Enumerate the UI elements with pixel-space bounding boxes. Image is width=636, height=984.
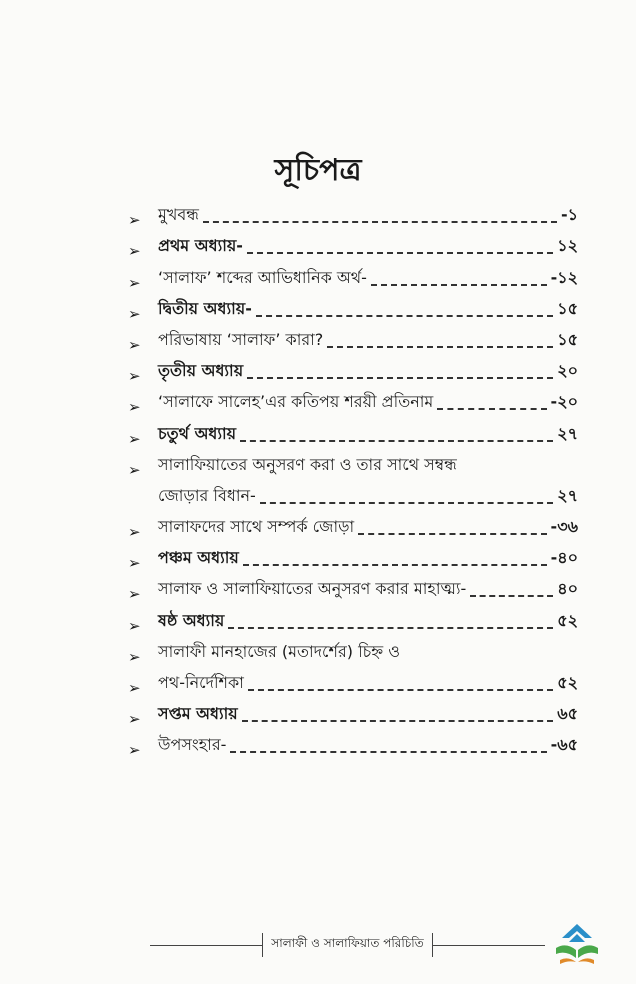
toc-page-number: ১৫ xyxy=(557,329,578,349)
dot-leader xyxy=(248,689,553,691)
toc-row[interactable] xyxy=(128,416,578,447)
dot-leader xyxy=(247,252,553,254)
toc-label: তৃতীয় অধ্যায় xyxy=(158,361,244,381)
toc-page-number: ১৫ xyxy=(557,298,578,318)
toc-row[interactable] xyxy=(128,354,578,385)
toc-page-number: ২৭ xyxy=(557,423,578,443)
toc-label: মুখবন্ধ xyxy=(158,205,199,225)
dot-leader xyxy=(228,627,553,629)
publisher-logo-icon xyxy=(552,918,602,968)
footer-rule-left xyxy=(150,945,262,946)
arrow-bullet-icon: ➢ xyxy=(128,429,141,448)
footer-rule-right xyxy=(433,945,545,946)
toc-page-number: ৬৫ xyxy=(557,704,578,724)
toc-row[interactable] xyxy=(128,229,578,260)
dot-leader xyxy=(243,564,547,566)
dot-leader xyxy=(256,315,553,317)
toc-row[interactable] xyxy=(128,385,578,416)
toc-row[interactable] xyxy=(128,728,578,759)
arrow-bullet-icon: ➢ xyxy=(128,616,141,635)
toc-page-number: -৩৬ xyxy=(550,517,578,537)
toc-label: ‘সালাফ’ শব্দের আভিধানিক অর্থ- xyxy=(158,267,367,287)
toc-label: প্রথম অধ্যায়- xyxy=(158,236,243,256)
arrow-bullet-icon: ➢ xyxy=(128,679,141,697)
dot-leader xyxy=(247,377,553,379)
arrow-bullet-icon: ➢ xyxy=(128,242,141,261)
toc-row[interactable] xyxy=(128,541,578,572)
toc-row[interactable] xyxy=(128,448,578,479)
toc-page-number: -২০ xyxy=(550,392,578,412)
arrow-bullet-icon: ➢ xyxy=(128,273,141,292)
running-footer xyxy=(150,932,545,958)
dot-leader xyxy=(260,502,553,504)
toc-label: সালাফদের সাথে সম্পর্ক জোড়া xyxy=(158,517,355,537)
dot-leader xyxy=(358,533,546,535)
toc-label: সপ্তম অধ্যায় xyxy=(158,704,238,724)
arrow-bullet-icon: ➢ xyxy=(128,710,141,729)
toc-label: পরিভাষায় ‘সালাফ’ কারা? xyxy=(158,329,324,349)
toc-page-number: -১২ xyxy=(550,267,578,287)
toc-label: সালাফিয়াতের অনুসরণ করা ও তার সাথে সম্বন্ধ xyxy=(158,454,457,474)
arrow-bullet-icon: ➢ xyxy=(128,211,141,230)
toc-page-number: ২০ xyxy=(557,361,578,381)
toc-label: সালাফী মানহাজের (মতাদর্শের) চিহ্ন ও xyxy=(158,641,401,661)
arrow-bullet-icon: ➢ xyxy=(128,367,141,386)
toc-row[interactable] xyxy=(128,635,578,666)
toc-page-number: -৬৫ xyxy=(550,735,578,755)
page-title: সূচিপত্র xyxy=(274,153,362,188)
toc-page-number: ২৭ xyxy=(557,485,578,505)
toc-label: পঞ্চম অধ্যায় xyxy=(158,548,239,568)
toc-row[interactable] xyxy=(128,510,578,541)
toc-label: ষষ্ঠ অধ্যায় xyxy=(158,610,225,630)
arrow-bullet-icon: ➢ xyxy=(128,647,141,666)
dot-leader xyxy=(327,346,553,348)
toc-label: ‘সালাফে সালেহ’এর কতিপয় শরয়ী প্রতিনাম xyxy=(158,392,434,412)
toc-row[interactable] xyxy=(128,260,578,291)
toc-row[interactable] xyxy=(128,603,578,634)
toc-label: পথ-নির্দেশিকা xyxy=(158,673,244,692)
dot-leader xyxy=(470,595,553,597)
toc-page-number: -১ xyxy=(560,205,578,225)
toc-label: উপসংহার- xyxy=(158,735,227,755)
toc-page-number: ৪০ xyxy=(557,579,578,599)
toc-label: জোড়ার বিধান- xyxy=(158,485,256,505)
toc-row[interactable] xyxy=(128,198,578,229)
toc-row[interactable] xyxy=(128,323,578,354)
toc-page-number: ১২ xyxy=(557,236,578,256)
arrow-bullet-icon: ➢ xyxy=(128,523,141,542)
toc-page-number: ৫২ xyxy=(557,673,578,692)
toc-label: সালাফ ও সালাফিয়াতের অনুসরণ করার মাহাত্ম্য- xyxy=(158,579,467,599)
toc-row-continuation[interactable] xyxy=(128,479,578,510)
dot-leader xyxy=(242,720,553,722)
toc-page-number: ৫২ xyxy=(557,610,578,630)
dot-leader xyxy=(240,440,553,442)
toc-row[interactable] xyxy=(128,697,578,728)
arrow-bullet-icon: ➢ xyxy=(128,554,141,573)
arrow-bullet-icon: ➢ xyxy=(128,460,141,479)
toc-label: দ্বিতীয় অধ্যায়- xyxy=(158,298,252,318)
footer-title: সালাফী ও সালাফিয়াত পরিচিতি xyxy=(262,933,432,957)
dot-leader xyxy=(230,751,546,753)
toc-row[interactable] xyxy=(128,292,578,323)
arrow-bullet-icon: ➢ xyxy=(128,398,141,417)
dot-leader xyxy=(371,284,547,286)
dot-leader xyxy=(437,408,546,410)
arrow-bullet-icon: ➢ xyxy=(128,585,141,604)
dot-leader xyxy=(203,221,557,223)
toc-row[interactable] xyxy=(128,666,578,697)
arrow-bullet-icon: ➢ xyxy=(128,741,141,760)
arrow-bullet-icon: ➢ xyxy=(128,304,141,323)
table-of-contents xyxy=(128,198,578,759)
toc-label: চতুর্থ অধ্যায় xyxy=(158,423,237,443)
toc-page-number: -৪০ xyxy=(550,548,578,568)
toc-row[interactable] xyxy=(128,572,578,603)
arrow-bullet-icon: ➢ xyxy=(128,335,141,354)
